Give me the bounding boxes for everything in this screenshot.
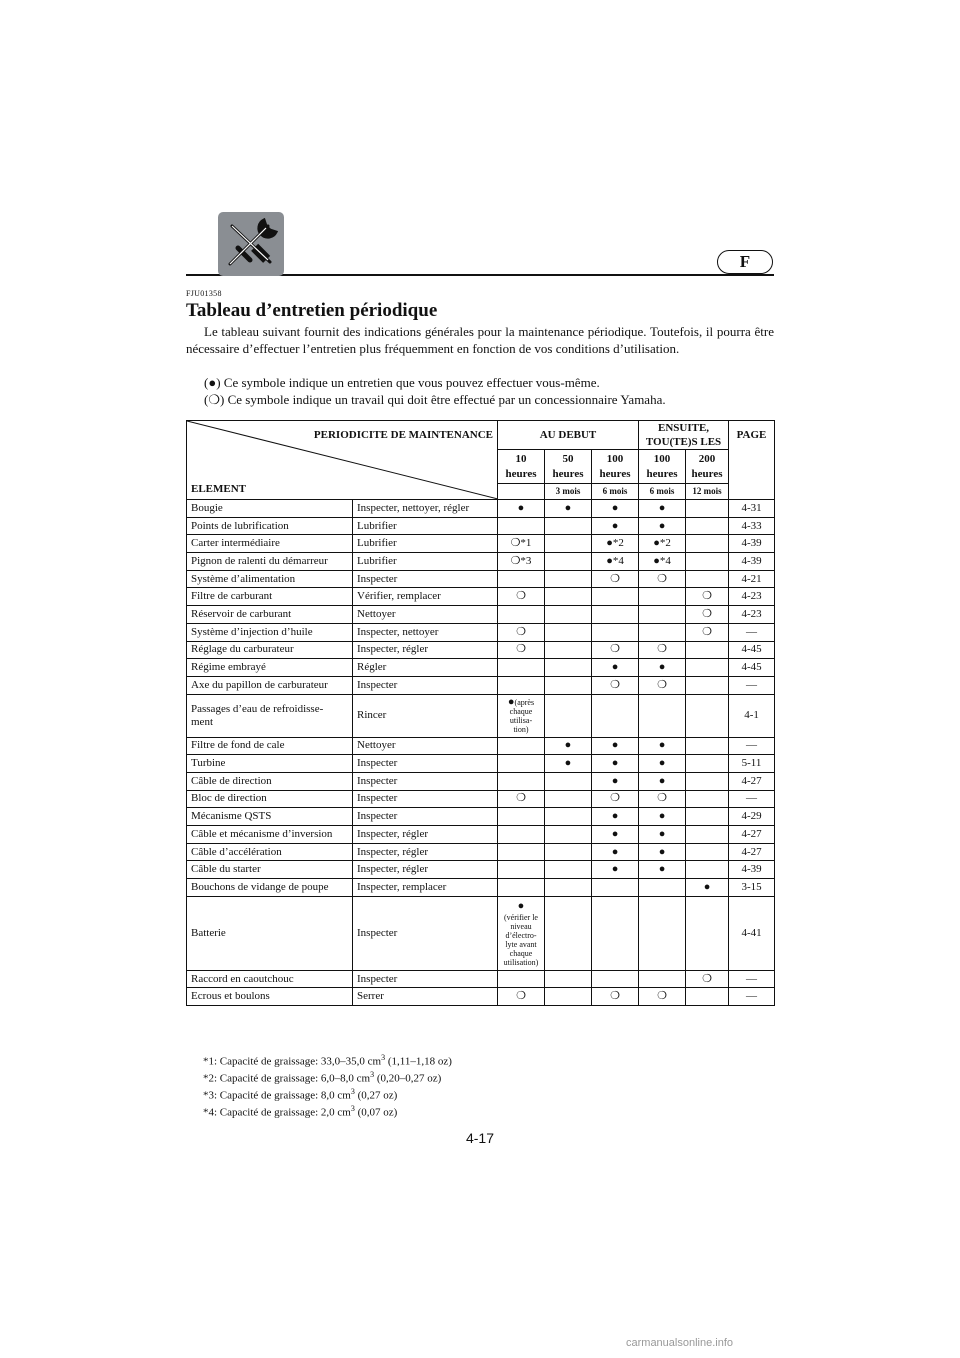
table-row: [187, 535, 775, 553]
cell-element: Système d’alimentation: [187, 570, 353, 588]
cell-mark: ●*2: [639, 535, 686, 553]
cell-mark: [592, 588, 639, 606]
cell-mark: ❍*1: [498, 535, 545, 553]
cell-mark: [686, 694, 729, 737]
table-row: [187, 970, 775, 988]
cell-page: 4-27: [729, 772, 775, 790]
cell-action: Inspecter, régler: [353, 826, 498, 844]
cell-element: Filtre de carburant: [187, 588, 353, 606]
cell-mark: [686, 676, 729, 694]
document-code: FJU01358: [186, 289, 222, 298]
footnote-superscript: 3: [370, 1070, 375, 1079]
cell-mark: [498, 826, 545, 844]
cell-mark: ❍: [639, 988, 686, 1006]
header-page: PAGE: [729, 421, 775, 500]
cell-mark: [686, 790, 729, 808]
table-row: [187, 553, 775, 571]
mark-symbol: ●: [517, 899, 525, 912]
cell-mark: [686, 826, 729, 844]
cell-mark: [498, 737, 545, 755]
cell-mark: [498, 606, 545, 624]
cell-mark: ❍: [686, 588, 729, 606]
cell-mark: ❍: [498, 790, 545, 808]
cell-page: —: [729, 988, 775, 1006]
table-row: [187, 843, 775, 861]
cell-mark: [498, 676, 545, 694]
cell-action: Inspecter: [353, 676, 498, 694]
cell-element: Raccord en caoutchouc: [187, 970, 353, 988]
header-periodicity-label: PERIODICITE DE MAINTENANCE: [313, 429, 493, 441]
cell-mark: ❍: [498, 988, 545, 1006]
cell-mark: [545, 588, 592, 606]
cell-element: Réservoir de carburant: [187, 606, 353, 624]
cell-mark: [639, 588, 686, 606]
interval-months-1: 3 mois: [545, 483, 592, 499]
cell-element: Câble d’accélération: [187, 843, 353, 861]
cell-element: Passages d’eau de refroidisse- ment: [187, 694, 353, 737]
cell-mark: [498, 772, 545, 790]
cell-mark: [592, 606, 639, 624]
cell-mark: [545, 988, 592, 1006]
cell-mark: ❍: [592, 676, 639, 694]
cell-mark: [592, 879, 639, 897]
cell-mark: ●: [639, 737, 686, 755]
footnote-superscript: 3: [350, 1104, 355, 1113]
table-row: [187, 790, 775, 808]
legend-filled: (●) Ce symbole indique un entretien que vous pouvez effectuer vous-même.: [204, 375, 600, 390]
cell-page: —: [729, 790, 775, 808]
table-row: [187, 676, 775, 694]
table-row: [187, 694, 775, 737]
cell-mark: [498, 808, 545, 826]
cell-mark: ●: [592, 772, 639, 790]
cell-mark: ●: [592, 737, 639, 755]
cell-mark: [686, 896, 729, 970]
cell-page: 4-23: [729, 606, 775, 624]
cell-mark: [686, 500, 729, 518]
cell-mark: ❍: [686, 606, 729, 624]
cell-mark: ❍: [592, 988, 639, 1006]
cell-page: 4-33: [729, 517, 775, 535]
cell-mark: ❍: [686, 970, 729, 988]
cell-mark: [545, 772, 592, 790]
cell-action: Rincer: [353, 694, 498, 737]
cell-mark: [686, 808, 729, 826]
cell-mark: [498, 517, 545, 535]
cell-mark: [545, 641, 592, 659]
watermark: carmanualsonline.info: [626, 1337, 734, 1349]
cell-mark: ●: [592, 755, 639, 773]
cell-action: Serrer: [353, 988, 498, 1006]
header-ensuite: ENSUITE, TOU(TE)S LES: [639, 421, 729, 450]
cell-page: 4-23: [729, 588, 775, 606]
header-element-label: ELEMENT: [191, 483, 247, 495]
cell-mark: [545, 659, 592, 677]
interval-hours-3: 100 heures: [639, 450, 686, 483]
table-row: [187, 606, 775, 624]
cell-action: Régler: [353, 659, 498, 677]
cell-mark: ●: [592, 659, 639, 677]
cell-element: Batterie: [187, 896, 353, 970]
page-number: 4-17: [465, 1130, 495, 1146]
cell-element: Bouchons de vidange de poupe: [187, 879, 353, 897]
cell-mark: [639, 623, 686, 641]
cell-action: Inspecter: [353, 896, 498, 970]
cell-mark: [545, 694, 592, 737]
cell-element: Réglage du carburateur: [187, 641, 353, 659]
cell-mark: [639, 879, 686, 897]
cell-page: 4-45: [729, 641, 775, 659]
table-row: [187, 588, 775, 606]
cell-page: 4-29: [729, 808, 775, 826]
cell-mark: [686, 570, 729, 588]
cell-page: 4-39: [729, 535, 775, 553]
cell-mark: [545, 843, 592, 861]
cell-mark: ❍: [498, 641, 545, 659]
cell-page: 4-1: [729, 694, 775, 737]
cell-mark: [498, 896, 545, 970]
cell-action: Inspecter, régler: [353, 861, 498, 879]
cell-mark: ●: [639, 843, 686, 861]
cell-mark: [686, 517, 729, 535]
cell-mark: [686, 535, 729, 553]
page-title: Tableau d’entretien périodique: [186, 300, 438, 321]
cell-mark: [545, 623, 592, 641]
cell-page: 4-45: [729, 659, 775, 677]
cell-mark: ●: [592, 861, 639, 879]
cell-mark: [686, 755, 729, 773]
table-row: [187, 861, 775, 879]
cell-mark: [592, 970, 639, 988]
cell-action: Lubrifier: [353, 535, 498, 553]
cell-element: Bougie: [187, 500, 353, 518]
cell-mark: ●: [592, 517, 639, 535]
cell-action: Nettoyer: [353, 606, 498, 624]
mark-note: ●(après chaque utilisa- tion): [507, 695, 535, 734]
table-row: [187, 988, 775, 1006]
cell-mark: ●: [592, 500, 639, 518]
cell-action: Inspecter, nettoyer: [353, 623, 498, 641]
table-row: [187, 659, 775, 677]
maintenance-table: [186, 420, 775, 1006]
cell-page: 4-31: [729, 500, 775, 518]
cell-action: Inspecter, remplacer: [353, 879, 498, 897]
language-badge: F: [717, 250, 773, 274]
cell-mark: [686, 659, 729, 677]
cell-action: Inspecter: [353, 970, 498, 988]
footnote: *1: Capacité de graissage: 33,0–35,0 $cm^3$ (1,11–1,18 oz): [203, 1053, 452, 1068]
cell-mark: ●: [592, 843, 639, 861]
cell-mark: [592, 896, 639, 970]
cell-mark: ●: [639, 500, 686, 518]
cell-mark: ●: [545, 737, 592, 755]
interval-hours-4: 200 heures: [686, 450, 729, 483]
cell-mark: [545, 970, 592, 988]
cell-element: Points de lubrification: [187, 517, 353, 535]
cell-mark: ●: [639, 659, 686, 677]
cell-mark: ❍: [639, 570, 686, 588]
table-row: [187, 879, 775, 897]
cell-action: Inspecter: [353, 790, 498, 808]
cell-mark: [498, 843, 545, 861]
cell-element: Câble du starter: [187, 861, 353, 879]
cell-mark: [545, 861, 592, 879]
cell-element: Turbine: [187, 755, 353, 773]
cell-element: Filtre de fond de cale: [187, 737, 353, 755]
cell-mark: [686, 641, 729, 659]
cell-action: Inspecter: [353, 755, 498, 773]
cell-mark: ❍: [498, 623, 545, 641]
cell-action: Inspecter, régler: [353, 641, 498, 659]
cell-mark: [639, 606, 686, 624]
table-row: [187, 517, 775, 535]
cell-mark: [639, 896, 686, 970]
cell-element: Bloc de direction: [187, 790, 353, 808]
cell-mark: [545, 553, 592, 571]
cell-page: 4-39: [729, 553, 775, 571]
cell-mark: [592, 623, 639, 641]
cell-mark: ❍: [639, 641, 686, 659]
interval-hours-2: 100 heures: [592, 450, 639, 483]
cell-mark: ❍: [498, 588, 545, 606]
cell-mark: [498, 755, 545, 773]
table-row: [187, 826, 775, 844]
interval-hours-1: 50 heures: [545, 450, 592, 483]
cell-mark: ❍: [686, 623, 729, 641]
cell-mark: [545, 808, 592, 826]
filled-dot-icon: ●: [208, 375, 217, 390]
cell-page: —: [729, 676, 775, 694]
cell-page: —: [729, 623, 775, 641]
cell-mark: [545, 826, 592, 844]
maintenance-tools-icon: [218, 212, 284, 276]
table-row: [187, 570, 775, 588]
cell-element: Ecrous et boulons: [187, 988, 353, 1006]
cell-mark: [639, 970, 686, 988]
cell-mark: [498, 659, 545, 677]
cell-mark: [498, 570, 545, 588]
legend-open: (❍) Ce symbole indique un travail qui doit être effectué par un concessionnaire Yamaha.: [204, 392, 666, 407]
cell-mark: ❍: [592, 790, 639, 808]
cell-mark: [686, 553, 729, 571]
cell-mark: ❍: [639, 676, 686, 694]
cell-mark: ●: [592, 808, 639, 826]
open-circle-icon: ❍: [208, 392, 220, 407]
cell-action: Inspecter: [353, 570, 498, 588]
cell-action: Inspecter, régler: [353, 843, 498, 861]
intro-paragraph: Le tableau suivant fournit des indications générales pour la maintenance périodique. Toutefois, il pourra être nécessaire d’effectuer l’entretien plus fréquemment en fonction de vos conditions d’utilisation.: [186, 324, 774, 356]
cell-mark: [686, 772, 729, 790]
mark-symbol: ●: [507, 695, 515, 708]
cell-mark: ●: [639, 755, 686, 773]
table-row: [187, 500, 775, 518]
footnote: *4: Capacité de graissage: 2,0 $cm^3$ (0,07 oz): [203, 1104, 398, 1119]
cell-mark: ●*4: [639, 553, 686, 571]
cell-mark: [686, 843, 729, 861]
cell-element: Système d’injection d’huile: [187, 623, 353, 641]
cell-mark: ●*4: [592, 553, 639, 571]
cell-mark: ❍: [639, 790, 686, 808]
interval-months-2: 6 mois: [592, 483, 639, 499]
header-row-1: [187, 421, 775, 450]
cell-mark: [498, 861, 545, 879]
table-row: [187, 896, 775, 970]
cell-mark: ●: [498, 500, 545, 518]
header-au-debut: AU DEBUT: [498, 421, 639, 450]
mark-note: (vérifier le niveau d’électro- lyte avant chaque utilisation): [503, 912, 539, 967]
cell-page: 4-41: [729, 896, 775, 970]
cell-mark: ●: [639, 826, 686, 844]
table-row: [187, 755, 775, 773]
cell-action: Inspecter, nettoyer, régler: [353, 500, 498, 518]
interval-months-0: [498, 483, 545, 499]
cell-page: —: [729, 737, 775, 755]
cell-mark: [545, 517, 592, 535]
cell-action: Inspecter: [353, 808, 498, 826]
cell-mark: [545, 606, 592, 624]
cell-mark: ●: [545, 500, 592, 518]
cell-element: Axe du papillon de carburateur: [187, 676, 353, 694]
cell-action: Vérifier, remplacer: [353, 588, 498, 606]
cell-action: Inspecter: [353, 772, 498, 790]
interval-hours-0: 10 heures: [498, 450, 545, 483]
table-row: [187, 808, 775, 826]
cell-mark: [545, 535, 592, 553]
cell-action: Nettoyer: [353, 737, 498, 755]
header-diagonal-cell: [187, 421, 498, 500]
cell-element: Régime embrayé: [187, 659, 353, 677]
cell-mark: ●: [639, 861, 686, 879]
cell-mark: [545, 676, 592, 694]
cell-mark: [686, 737, 729, 755]
cell-action: Lubrifier: [353, 553, 498, 571]
table-row: [187, 737, 775, 755]
cell-element: Câble et mécanisme d’inversion: [187, 826, 353, 844]
cell-action: Lubrifier: [353, 517, 498, 535]
interval-months-4: 12 mois: [686, 483, 729, 499]
cell-mark: [592, 694, 639, 737]
table-row: [187, 772, 775, 790]
footnote: *2: Capacité de graissage: 6,0–8,0 $cm^3$ (0,20–0,27 oz): [203, 1070, 442, 1085]
cell-mark: [686, 861, 729, 879]
interval-months-3: 6 mois: [639, 483, 686, 499]
cell-mark: [545, 790, 592, 808]
cell-page: 4-21: [729, 570, 775, 588]
cell-mark: [686, 988, 729, 1006]
cell-mark: ●: [686, 879, 729, 897]
footnote-superscript: 3: [350, 1087, 355, 1096]
cell-mark: ●: [545, 755, 592, 773]
cell-page: 4-27: [729, 843, 775, 861]
cell-mark: ●*2: [592, 535, 639, 553]
cell-page: —: [729, 970, 775, 988]
table-row: [187, 623, 775, 641]
cell-mark: ❍: [592, 570, 639, 588]
cell-mark: ❍*3: [498, 553, 545, 571]
cell-element: Carter intermédiaire: [187, 535, 353, 553]
cell-mark: [545, 896, 592, 970]
cell-page: 3-15: [729, 879, 775, 897]
cell-element: Pignon de ralenti du démarreur: [187, 553, 353, 571]
cell-mark: ●: [639, 517, 686, 535]
cell-mark: ❍: [592, 641, 639, 659]
cell-mark: ●: [639, 808, 686, 826]
cell-mark: ●: [639, 772, 686, 790]
cell-element: Mécanisme QSTS: [187, 808, 353, 826]
cell-mark: [545, 570, 592, 588]
cell-page: 4-39: [729, 861, 775, 879]
cell-mark: [545, 879, 592, 897]
cell-mark: ●: [592, 826, 639, 844]
cell-mark: [498, 694, 545, 737]
footnote-superscript: 3: [381, 1053, 386, 1062]
cell-mark: [639, 694, 686, 737]
cell-page: 5-11: [729, 755, 775, 773]
table-row: [187, 641, 775, 659]
footnote: *3: Capacité de graissage: 8,0 $cm^3$ (0,27 oz): [203, 1087, 398, 1102]
cell-mark: [498, 970, 545, 988]
cell-mark: [498, 879, 545, 897]
cell-page: 4-27: [729, 826, 775, 844]
cell-element: Câble de direction: [187, 772, 353, 790]
